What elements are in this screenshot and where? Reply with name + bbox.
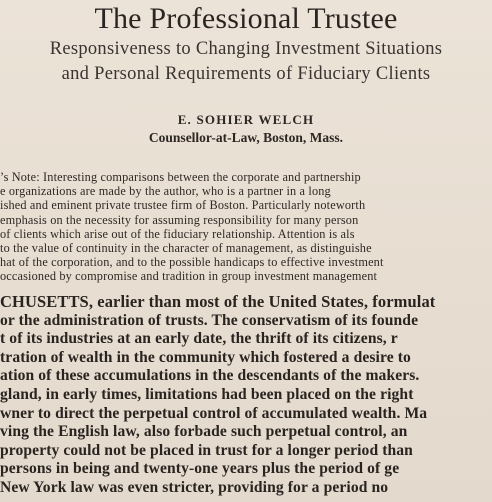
body-line: property could not be placed in trust for a longer period than [0, 441, 413, 459]
body-line: tration of wealth in the community which fostered a desire to [0, 348, 411, 366]
editors-note-line: hat of the corporation, and to the possible handicaps to effective investment [0, 255, 384, 270]
editors-note-line: occasioned by compromise and tradition in group investment management [0, 269, 378, 284]
editors-note-line: to the value of continuity in the character of management, as distinguishe [0, 241, 372, 256]
article-subtitle-line-2: and Personal Requirements of Fiduciary Clients [61, 64, 431, 84]
body-line: persons in being and twenty-one years plus the period of ge [0, 460, 400, 478]
body-line: gland, in early times, limitations had been placed on the right [0, 385, 414, 403]
author-affiliation: Counsellor-at-Law, Boston, Mass. [148, 130, 344, 145]
editors-note-line: emphasis on the necessity for assuming responsibility for many person [0, 212, 359, 227]
author-name: E. SOHIER WELCH [177, 112, 315, 127]
body-line: ving the English law, also forbade such perpetual control, an [0, 423, 408, 441]
editors-note-line: ished and eminent private trustee firm of Boston. Particularly noteworth [0, 198, 366, 213]
body-line: wner to direct the perpetual control of accumulated wealth. Ma [0, 404, 428, 422]
article-title: The Professional Trustee [94, 2, 398, 35]
editors-note-line: ’s Note: Interesting comparisons between the corporate and partnership [0, 170, 361, 184]
body-line: CHUSETTS, earlier than most of the United States, formulat [0, 293, 436, 311]
article-subtitle-line-1: Responsiveness to Changing Investment Situations [49, 39, 443, 59]
body-line: New York law was even stricter, providing for a period no [0, 478, 389, 496]
body-line: t of its industries at an early date, the thrift of its citizens, r [0, 330, 398, 348]
body-line: or the administration of trusts. The conservatism of its founde [0, 311, 419, 329]
body-line: ation of these accumulations in the descendants of the makers. [0, 367, 420, 385]
article-body [0, 293, 492, 498]
editors-note [0, 170, 492, 284]
editors-note-line: of clients which arise out of the fiduciary relationship. Attention is als [0, 226, 355, 241]
editors-note-line: e organizations are made by the author, who is a partner in a long [0, 184, 331, 199]
